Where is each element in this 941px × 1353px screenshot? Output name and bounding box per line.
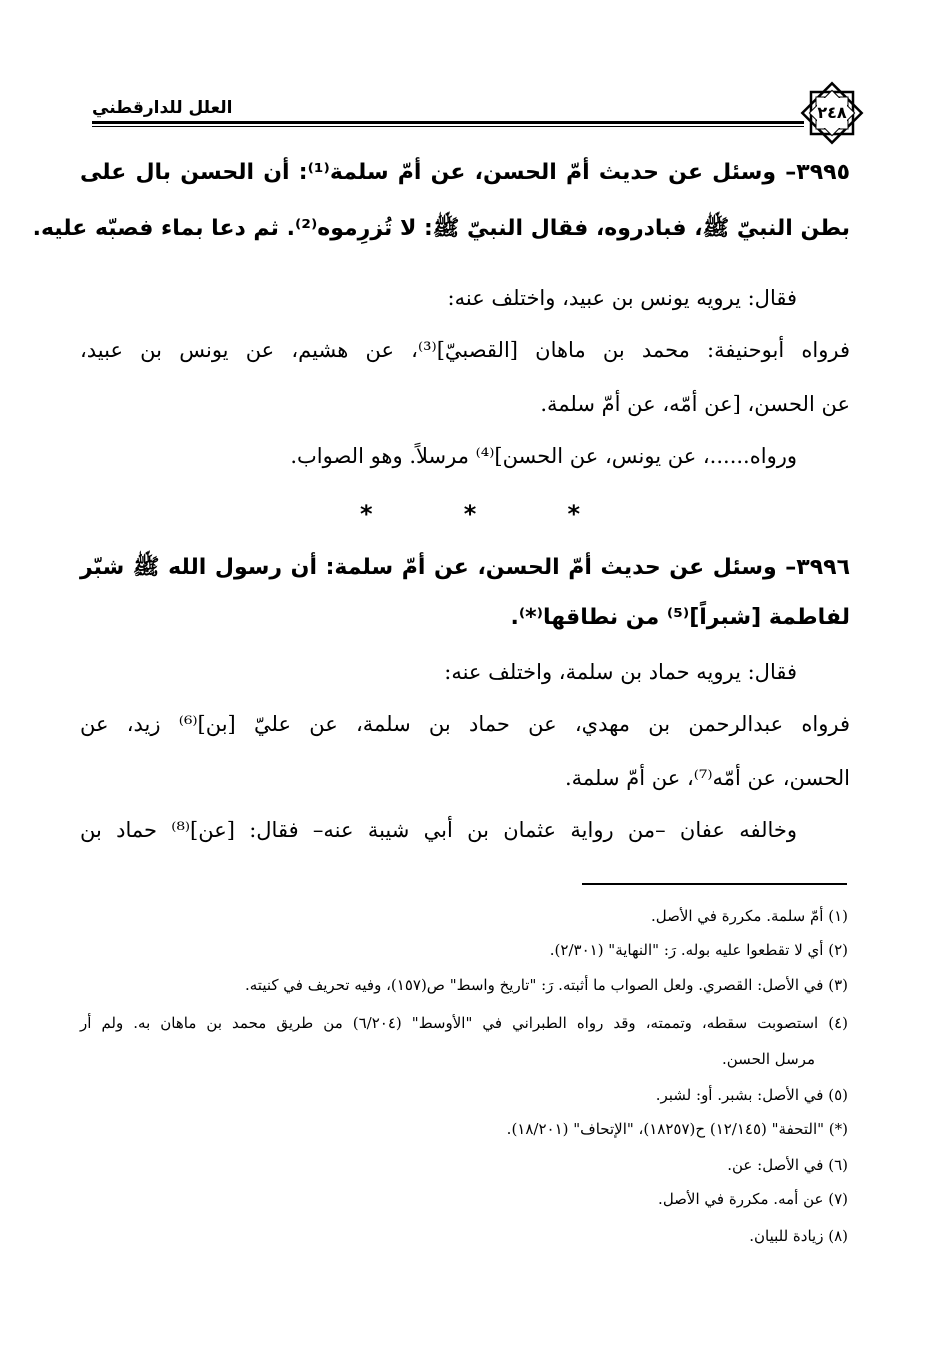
- footnote-8: (٨) زيادة للبيان.: [749, 1227, 848, 1245]
- footnote-6: (٦) في الأصل: عن.: [727, 1156, 848, 1174]
- entry-3996-body-2: فرواه عبدالرحمن بن مهدي، عن حماد بن سلمة، عن عليّ [بن]⁽⁶⁾ زيد، عن: [80, 712, 851, 736]
- entry-3996-body-1: فقال: يرويه حماد بن سلمة، واختلف عنه:: [444, 660, 797, 684]
- footnote-rule: [582, 883, 847, 885]
- footnote-2: (٢) أي لا تقطعوا عليه بوله. رَ: "النهاية" (٢/٣٠١).: [549, 941, 848, 959]
- entry-3995-body-3: عن الحسن، [عن أمّه، عن أمّ سلمة.: [540, 392, 850, 416]
- entry-3995-body-4: ورواه......، عن يونس، عن الحسن]⁽⁴⁾ مرسلاً. وهو الصواب.: [290, 444, 797, 468]
- footnote-star: (*) "التحفة" (١٢/١٤٥) ح(١٨٢٥٧)، "الإتحاف" (١٨/٢٠١).: [506, 1120, 848, 1138]
- separator-asterisk: *: [567, 500, 580, 528]
- footnote-4: (٤) استصوبت سقطه، وتممته، وقد رواه الطبراني في "الأوسط" (٦/٢٠٤) من طريق محمد بن ماهان به. ولم أر: [80, 1014, 849, 1032]
- entry-3995-line-1: ٣٩٩٥– وسئل عن حديث أمّ الحسن، عن أمّ سلمة⁽¹⁾: أن الحسن بال على: [80, 160, 850, 185]
- section-separator: [360, 500, 580, 530]
- entry-3996-line-2: لفاطمة [شبراً]⁽⁵⁾ من نطاقها⁽*⁾.: [510, 605, 850, 630]
- entry-3995-body-2: فرواه أبوحنيفة: محمد بن ماهان [القصبيّ]⁽³⁾، عن هشيم، عن يونس بن عبيد،: [80, 338, 850, 362]
- footnote-5: (٥) في الأصل: بشبر. أو: لشبر.: [655, 1086, 848, 1104]
- footnote-4-continued: مرسل الحسن.: [722, 1050, 815, 1068]
- header-rule: [92, 121, 804, 124]
- footnote-7: (٧) عن أمه. مكررة في الأصل.: [658, 1190, 848, 1208]
- entry-3995-line-2: بطن النبيّ ﷺ، فبادروه، فقال النبيّ ﷺ: لا تُزرِموه⁽²⁾. ثم دعا بماء فصبّه عليه.: [32, 216, 850, 241]
- entry-3996-body-3: الحسن، عن أمّه⁽⁷⁾، عن أمّ سلمة.: [564, 766, 850, 790]
- footnote-1: (١) أمّ سلمة. مكررة في الأصل.: [650, 907, 848, 925]
- header-rule-thin: [92, 126, 804, 127]
- running-header-title: العلل للدارقطني: [92, 98, 233, 118]
- footnote-3: (٣) في الأصل: القصري. ولعل الصواب ما أثبته. رَ: "تاريخ واسط" ص(١٥٧)، وفيه تحريف في كنيته.: [244, 976, 848, 994]
- separator-asterisk: *: [360, 500, 373, 528]
- page-number-badge: [797, 78, 867, 148]
- separator-asterisk: *: [463, 500, 477, 528]
- entry-3996-line-1: ٣٩٩٦– وسئل عن حديث أمّ الحسن، عن أمّ سلمة: أن رسول الله ﷺ شبّر: [80, 555, 850, 580]
- entry-3996-body-4: وخالفه عفان –من رواية عثمان بن أبي شيبة عنه– فقال: [عن]⁽⁸⁾ حماد بن: [80, 818, 797, 842]
- page-number: ٢٤٨: [817, 103, 847, 122]
- entry-3995-body-1: فقال: يرويه يونس بن عبيد، واختلف عنه:: [447, 286, 797, 310]
